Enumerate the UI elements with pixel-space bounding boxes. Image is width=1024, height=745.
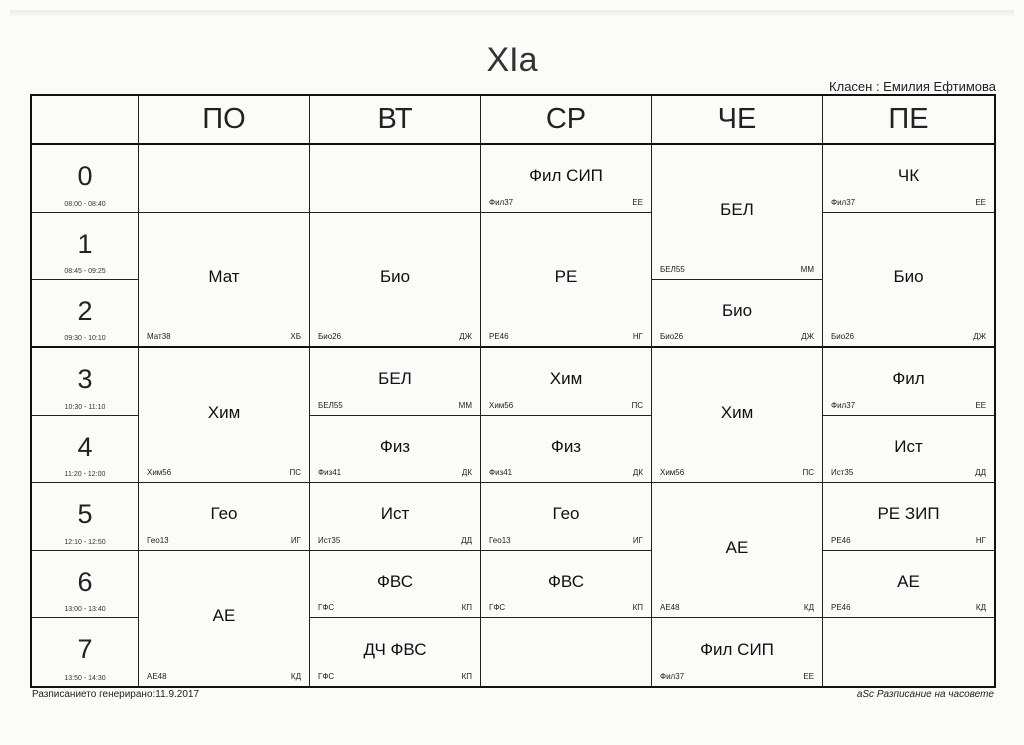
lesson-teacher: КП bbox=[461, 603, 472, 613]
lesson-room: Гео13 bbox=[147, 535, 169, 545]
lesson-room: Хим56 bbox=[660, 468, 685, 478]
lesson-teacher: ДД bbox=[975, 468, 986, 478]
period-label bbox=[32, 213, 139, 281]
lesson-teacher: КД bbox=[803, 603, 814, 613]
lesson-room: Фил37 bbox=[660, 672, 685, 681]
lesson-teacher: ММ bbox=[800, 265, 814, 275]
period-time: 08:45 - 09:25 bbox=[64, 268, 106, 276]
day-header: ВТ bbox=[310, 96, 481, 145]
timetable-grid bbox=[30, 94, 996, 688]
lesson-cell bbox=[310, 551, 481, 619]
lesson-room: Физ41 bbox=[318, 468, 342, 478]
lesson-teacher: ЕЕ bbox=[632, 197, 643, 207]
lesson-teacher: ДЖ bbox=[801, 331, 814, 341]
lesson-cell bbox=[481, 551, 652, 619]
lesson-teacher: ДК bbox=[461, 468, 472, 478]
lesson-subject: Физ bbox=[379, 436, 411, 456]
scan-edge bbox=[10, 10, 1014, 16]
lesson-room: Фил37 bbox=[831, 400, 856, 410]
empty-cell bbox=[139, 145, 310, 213]
lesson-cell bbox=[310, 348, 481, 416]
lesson-room: Мат38 bbox=[147, 331, 171, 341]
lesson-subject: ЧК bbox=[897, 166, 920, 186]
lesson-room: ГФС bbox=[318, 603, 335, 613]
lesson-subject: Ист bbox=[380, 504, 410, 524]
lesson-cell bbox=[652, 145, 823, 280]
lesson-room: БЕЛ55 bbox=[660, 265, 685, 275]
period-time: 08:00 - 08:40 bbox=[64, 200, 106, 208]
period-time: 09:30 - 10:10 bbox=[64, 334, 106, 342]
period-number: 2 bbox=[77, 296, 93, 327]
lesson-subject: РЕ ЗИП bbox=[877, 504, 940, 524]
lesson-teacher: ИГ bbox=[290, 535, 301, 545]
lesson-cell bbox=[823, 416, 994, 484]
period-number: 7 bbox=[77, 634, 93, 665]
lesson-cell bbox=[823, 551, 994, 619]
empty-cell bbox=[310, 145, 481, 213]
page-title: XIa bbox=[486, 41, 538, 79]
lesson-teacher: ПС bbox=[802, 468, 814, 478]
empty-cell bbox=[823, 618, 994, 686]
lesson-subject: Био bbox=[721, 301, 753, 321]
lesson-room: Физ41 bbox=[489, 468, 513, 478]
software-credit: aSc Разписание на часовете bbox=[856, 689, 994, 700]
period-label bbox=[32, 280, 139, 348]
lesson-room: Био26 bbox=[831, 331, 855, 341]
lesson-cell bbox=[823, 348, 994, 416]
lesson-room: РЕ46 bbox=[489, 331, 509, 341]
lesson-room: Хим56 bbox=[147, 468, 172, 478]
lesson-subject: АЕ bbox=[725, 538, 749, 558]
lesson-subject: Био bbox=[379, 267, 411, 287]
empty-cell bbox=[481, 618, 652, 686]
period-number: 3 bbox=[77, 363, 93, 394]
lesson-cell bbox=[481, 416, 652, 484]
lesson-cell bbox=[652, 483, 823, 618]
header-corner bbox=[32, 96, 139, 145]
lesson-subject: Хим bbox=[207, 403, 241, 422]
lesson-subject: ДЧ ФВС bbox=[363, 640, 427, 660]
lesson-teacher: НГ bbox=[632, 331, 643, 341]
lesson-cell bbox=[823, 213, 994, 348]
lesson-teacher: НГ bbox=[975, 535, 986, 545]
lesson-room: ГФС bbox=[489, 603, 506, 613]
lesson-room: Ист35 bbox=[318, 535, 341, 545]
lesson-teacher: КП bbox=[461, 672, 472, 681]
lesson-cell bbox=[481, 483, 652, 551]
lesson-subject: Гео bbox=[552, 504, 580, 524]
lesson-teacher: ИГ bbox=[632, 535, 643, 545]
lesson-subject: Гео bbox=[210, 504, 238, 524]
lesson-subject: РЕ bbox=[554, 267, 578, 287]
lesson-subject: Физ bbox=[550, 436, 582, 456]
lesson-teacher: КП bbox=[632, 603, 643, 613]
day-header: ПЕ bbox=[823, 96, 994, 145]
lesson-cell bbox=[139, 213, 310, 348]
lesson-teacher: ДЖ bbox=[459, 331, 472, 341]
period-time: 12:10 - 12:50 bbox=[64, 538, 106, 546]
day-header: ПО bbox=[139, 96, 310, 145]
day-header: ЧЕ bbox=[652, 96, 823, 145]
lesson-subject: Фил bbox=[892, 369, 925, 389]
lesson-cell bbox=[139, 483, 310, 551]
lesson-teacher: ЕЕ bbox=[975, 400, 986, 410]
generated-date: Разписанието генерирано:11.9.2017 bbox=[32, 689, 200, 700]
period-label bbox=[32, 551, 139, 619]
lesson-subject: БЕЛ bbox=[720, 200, 754, 220]
lesson-teacher: ХБ bbox=[290, 331, 301, 341]
lesson-teacher: ДК bbox=[632, 468, 643, 478]
period-time: 13:50 - 14:30 bbox=[64, 675, 106, 682]
lesson-subject: Фил СИП bbox=[700, 640, 774, 660]
period-label bbox=[32, 483, 139, 551]
lesson-teacher: ПС bbox=[631, 400, 643, 410]
lesson-cell bbox=[481, 145, 652, 213]
lesson-room: РЕ46 bbox=[831, 535, 851, 545]
lesson-teacher: ЕЕ bbox=[975, 197, 986, 207]
lesson-cell bbox=[652, 280, 823, 348]
period-label bbox=[32, 416, 139, 484]
lesson-room: Ист35 bbox=[831, 468, 854, 478]
lesson-room: БЕЛ55 bbox=[318, 400, 343, 410]
lesson-room: АЕ48 bbox=[147, 672, 167, 681]
lesson-subject: Фил СИП bbox=[529, 166, 603, 186]
lesson-subject: Хим bbox=[720, 403, 754, 422]
period-number: 6 bbox=[77, 566, 93, 597]
lesson-cell bbox=[310, 483, 481, 551]
lesson-cell bbox=[823, 483, 994, 551]
lesson-teacher: ДЖ bbox=[973, 331, 986, 341]
lesson-room: ГФС bbox=[318, 672, 335, 681]
lesson-subject: БЕЛ bbox=[378, 369, 412, 389]
lesson-teacher: ММ bbox=[458, 400, 472, 410]
lesson-room: Фил37 bbox=[489, 197, 514, 207]
period-number: 4 bbox=[77, 431, 93, 462]
lesson-cell bbox=[139, 551, 310, 686]
lesson-cell bbox=[481, 213, 652, 348]
period-label bbox=[32, 618, 139, 686]
lesson-subject: Био bbox=[893, 267, 924, 287]
lesson-cell bbox=[652, 348, 823, 483]
lesson-cell bbox=[481, 348, 652, 416]
lesson-cell bbox=[310, 416, 481, 484]
lesson-cell bbox=[823, 145, 994, 213]
lesson-subject: ФВС bbox=[377, 572, 413, 592]
lesson-room: АЕ48 bbox=[660, 603, 680, 613]
lesson-teacher: ПС bbox=[289, 468, 301, 478]
lesson-teacher: КД bbox=[290, 672, 301, 681]
lesson-subject: АЕ bbox=[212, 606, 236, 626]
lesson-teacher: ЕЕ bbox=[803, 672, 814, 681]
lesson-cell bbox=[310, 618, 481, 686]
lesson-room: Био26 bbox=[660, 331, 684, 341]
period-time: 10:30 - 11:10 bbox=[64, 403, 106, 411]
lesson-subject: АЕ bbox=[897, 572, 920, 592]
lesson-subject: ФВС bbox=[548, 572, 584, 592]
lesson-cell bbox=[139, 348, 310, 483]
class-teacher: Класен : Емилия Ефтимова bbox=[829, 79, 996, 94]
lesson-room: Хим56 bbox=[489, 400, 514, 410]
lesson-subject: Хим bbox=[549, 369, 583, 389]
lesson-subject: Ист bbox=[894, 436, 923, 456]
lesson-room: Фил37 bbox=[831, 197, 856, 207]
lesson-cell bbox=[652, 618, 823, 686]
period-time: 11:20 - 12:00 bbox=[64, 471, 106, 479]
period-number: 5 bbox=[77, 499, 93, 530]
lesson-cell bbox=[310, 213, 481, 348]
lesson-room: Био26 bbox=[318, 331, 342, 341]
period-number: 1 bbox=[77, 228, 93, 259]
lesson-subject: Мат bbox=[208, 267, 240, 287]
lesson-room: РЕ46 bbox=[831, 603, 851, 613]
lesson-room: Гео13 bbox=[489, 535, 511, 545]
lesson-teacher: ДД bbox=[461, 535, 472, 545]
period-time: 13:00 - 13:40 bbox=[64, 606, 106, 614]
period-label bbox=[32, 145, 139, 213]
period-label bbox=[32, 348, 139, 416]
period-number: 0 bbox=[77, 161, 93, 191]
lesson-teacher: КД bbox=[975, 603, 986, 613]
day-header: СР bbox=[481, 96, 652, 145]
